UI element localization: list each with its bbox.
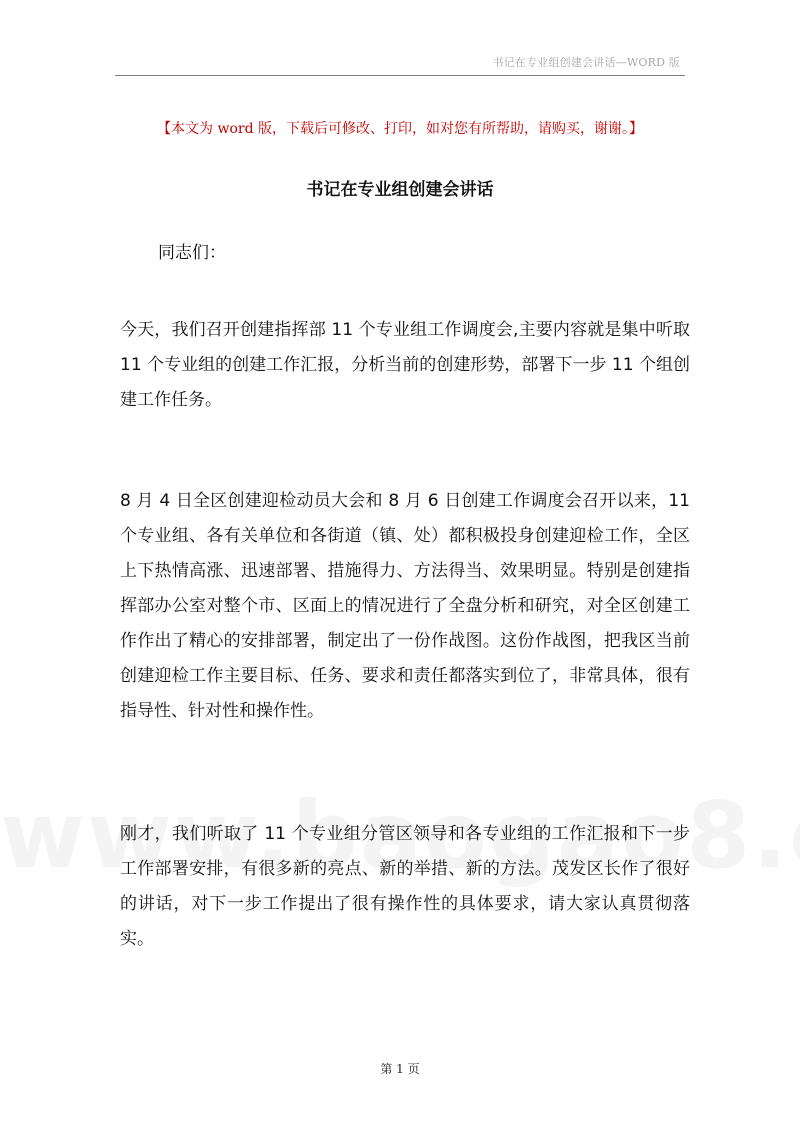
paragraph-1: 今天，我们召开创建指挥部 11 个专业组工作调度会,主要内容就是集中听取 11 个专业组的创建工作汇报，分析当前的创建形势，部署下一步 11 个组创建工作任务。 (120, 320, 690, 410)
header-divider (115, 75, 685, 76)
running-header: 书记在专业组创建会讲话—WORD 版 (492, 56, 680, 69)
page-number: 第 1 页 (380, 1062, 420, 1076)
paragraph-2: 8 月 4 日全区创建迎检动员大会和 8 月 6 日创建工作调度会召开以来，11 个专业组、各有关单位和各街道（镇、处）都积极投身创建迎检工作，全区上下热情高涨、迅速部署、措施得力、方法得当、效果明显。特别是创建指挥部办公室对整个市、区面上的情况进行了全盘分析和研究，对全区创建工作作出了精心的安排部署，制定出了一份作战图。这份作战图，把我区当前创建迎检工作主要目标、任务、要求和责任都落实到位了，非常具体，很有指导性、针对性和操作性。 (120, 491, 690, 721)
document-title: 书记在专业组创建会讲话 (306, 180, 494, 200)
purchase-notice: 【本文为 word 版，下载后可修改、打印，如对您有所帮助，请购买，谢谢。】 (157, 121, 643, 137)
paragraph-3: 刚才，我们听取了 11 个专业组分管区领导和各专业组的工作汇报和下一步工作部署安排，有很多新的亮点、新的举措、新的方法。茂发区长作了很好的讲话，对下一步工作提出了很有操作性的具体要求，请大家认真贯彻落实。 (120, 824, 690, 949)
salutation: 同志们： (158, 243, 226, 263)
